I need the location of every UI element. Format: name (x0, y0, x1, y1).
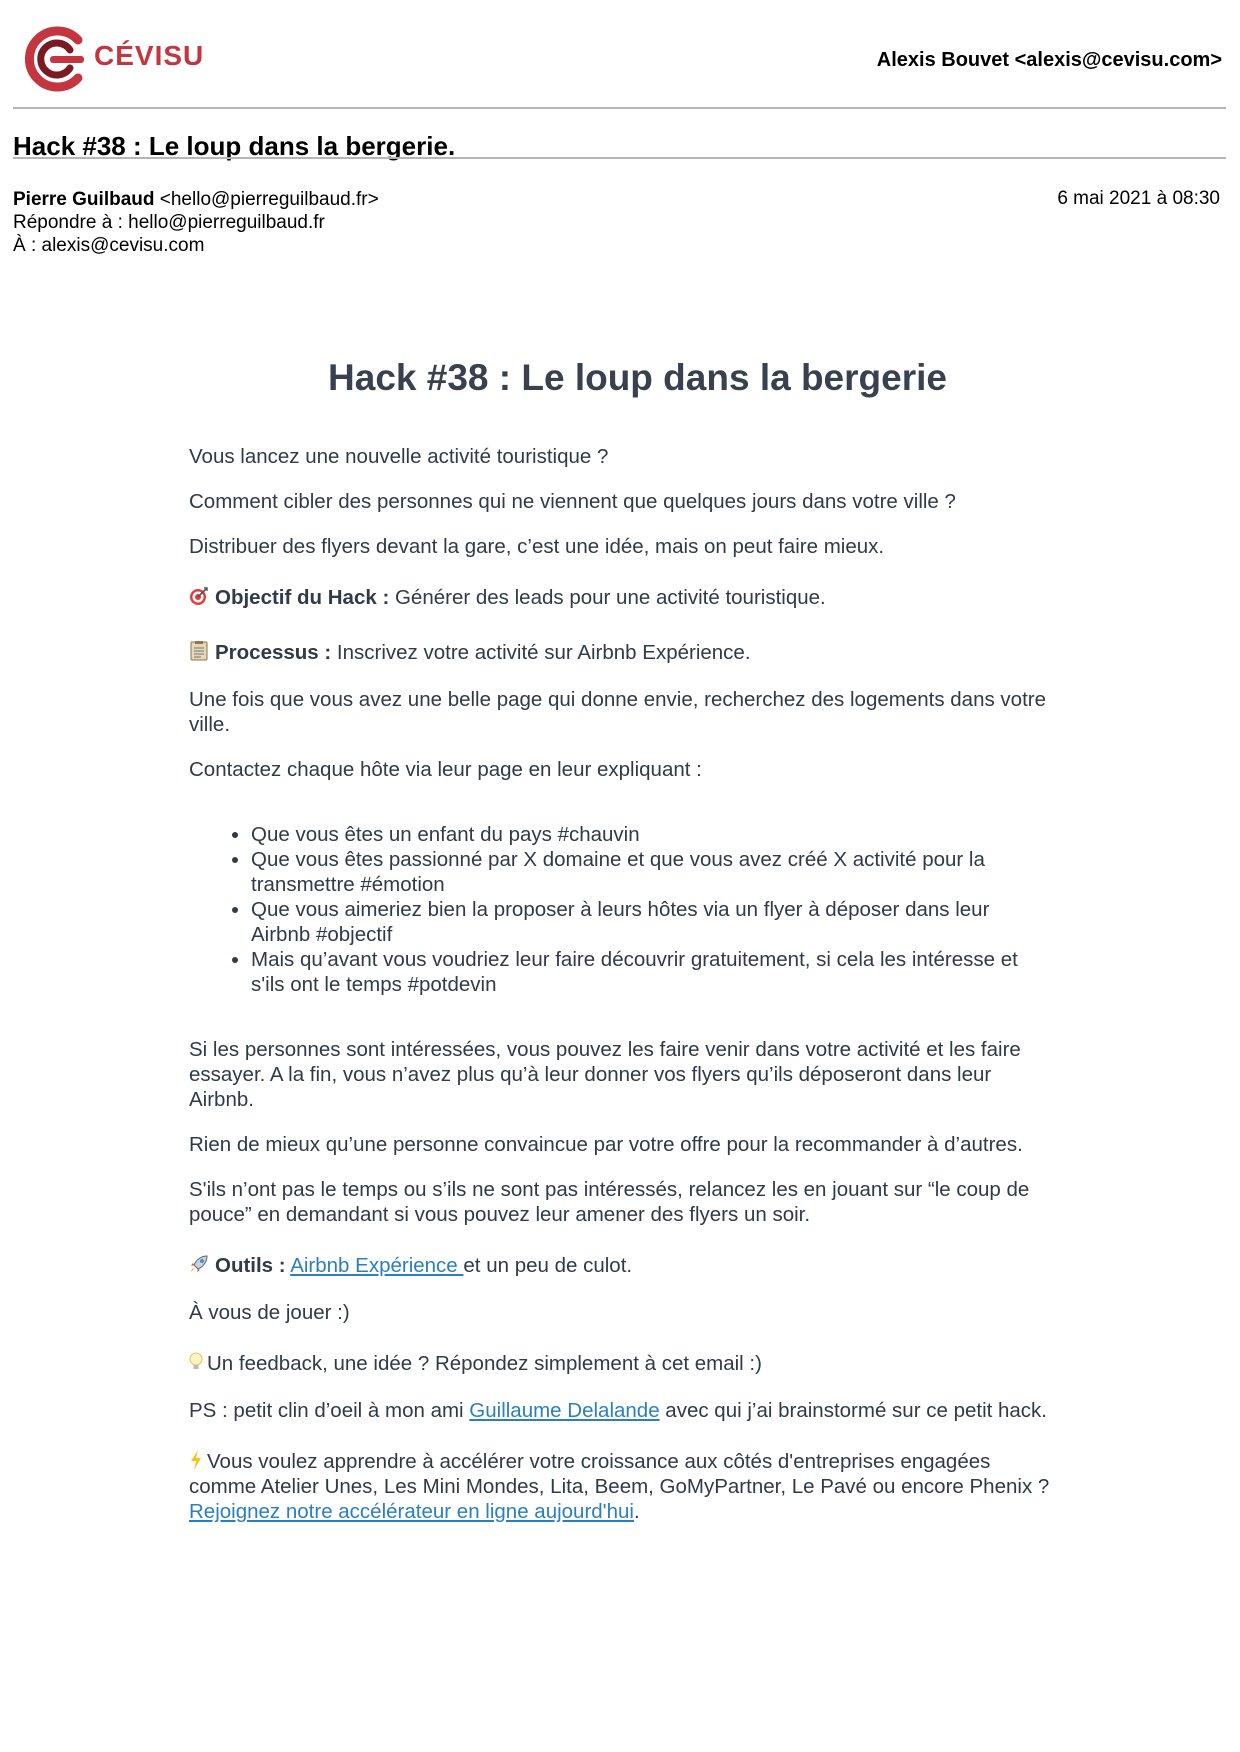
outils-label: Outils : (215, 1254, 286, 1277)
brand-name: CÉVISU (94, 40, 205, 71)
email-body (189, 356, 1051, 1524)
accelerator-link[interactable]: Rejoignez notre accélérateur en ligne aujourd'hui (189, 1500, 634, 1523)
ps-before: PS : petit clin d’oeil à mon ami (189, 1399, 470, 1422)
cevisu-logo-mark (22, 24, 92, 94)
paragraph: S'ils n’ont pas le temps ou s’ils ne sont pas intéressés, relancez les en jouant sur “le coup de pouce” en demandant si vous pouvez leur amener des flyers un soir. (189, 1178, 1030, 1226)
paragraph: Si les personnes sont intéressées, vous pouvez les faire venir dans votre activité et les faire essayer. A la fin, vous n’avez plus qu’à leur donner vos flyers qu’ils déposeront dans leur Airbnb. (189, 1038, 1021, 1111)
processus-paragraph (189, 640, 1051, 665)
rocket-icon (189, 1254, 209, 1274)
airbnb-experience-link[interactable]: Airbnb Expérience (290, 1254, 464, 1277)
paragraph: À vous de jouer :) (189, 1301, 350, 1324)
outils-after: et un peu de culot. (463, 1254, 633, 1277)
bullet-list (189, 822, 1051, 997)
objectif-text: Générer des leads pour une activité touristique. (389, 586, 826, 609)
divider (13, 107, 1226, 109)
paragraph: Rien de mieux qu’une personne convaincue par votre offre pour la recommander à d’autres. (189, 1133, 1023, 1156)
feedback-paragraph (189, 1351, 1051, 1376)
from-email[interactable]: <hello@pierreguilbaud.fr> (159, 189, 379, 210)
paragraph: Comment cibler des personnes qui ne viennent que quelques jours dans votre ville ? (189, 490, 956, 513)
lightbulb-icon (189, 1352, 203, 1372)
processus-label: Processus : (215, 641, 332, 664)
body-title: Hack #38 : Le loup dans la bergerie (328, 357, 947, 398)
reply-to-line: Répondre à : hello@pierreguilbaud.fr (13, 212, 325, 233)
ps-paragraph (189, 1398, 1051, 1423)
account-identity: Alexis Bouvet <alexis@cevisu.com> (876, 49, 1222, 71)
feedback-text: Un feedback, une idée ? Répondez simplement à cet email :) (207, 1352, 762, 1375)
accelerator-text: Vous voulez apprendre à accélérer votre croissance aux côtés d'entreprises engagées comme Atelier Unes, Les Mini Mondes, Lita, Beem, GoMyPartner, Le Pavé ou encore Phenix ? (189, 1450, 1050, 1498)
to-line: À : alexis@cevisu.com (13, 235, 205, 256)
list-item: • Que vous aimeriez bien la proposer à leurs hôtes via un flyer à déposer dans leur Airbnb #objectif (251, 897, 1051, 947)
processus-text: Inscrivez votre activité sur Airbnb Expérience. (331, 641, 751, 664)
paragraph: Contactez chaque hôte via leur page en leur expliquant : (189, 758, 702, 781)
from-name: Pierre Guilbaud (13, 189, 155, 210)
objectif-paragraph (189, 585, 1051, 610)
from-line (13, 188, 379, 211)
cevisu-logo (22, 24, 212, 94)
target-icon (189, 586, 209, 606)
ps-after: avec qui j’ai brainstormé sur ce petit hack. (659, 1399, 1048, 1422)
email-date: 6 mai 2021 à 08:30 (1057, 188, 1220, 209)
paragraph: Une fois que vous avez une belle page qui donne envie, recherchez des logements dans votre ville. (189, 688, 1047, 736)
objectif-label: Objectif du Hack : (215, 586, 390, 609)
email-header (22, 24, 1222, 104)
list-item: • Que vous êtes un enfant du pays #chauvin (251, 822, 1051, 847)
accelerator-paragraph (189, 1449, 1051, 1524)
clipboard-icon (189, 641, 209, 661)
lightning-icon (189, 1450, 203, 1470)
paragraph: Vous lancez une nouvelle activité touristique ? (189, 445, 609, 468)
guillaume-delalande-link[interactable]: Guillaume Delalande (469, 1399, 660, 1422)
email-subject: Hack #38 : Le loup dans la bergerie. (13, 131, 456, 161)
paragraph: Distribuer des flyers devant la gare, c’est une idée, mais on peut faire mieux. (189, 535, 885, 558)
list-item: • Mais qu’avant vous voudriez leur faire découvrir gratuitement, si cela les intéresse et s'ils ont le temps #potdevin (251, 947, 1051, 997)
divider (13, 157, 1226, 159)
email-meta (13, 188, 379, 257)
list-item: • Que vous êtes passionné par X domaine et que vous avez créé X activité pour la transmettre #émotion (251, 847, 1051, 897)
accelerator-after: . (633, 1500, 640, 1523)
outils-paragraph (189, 1253, 1051, 1278)
